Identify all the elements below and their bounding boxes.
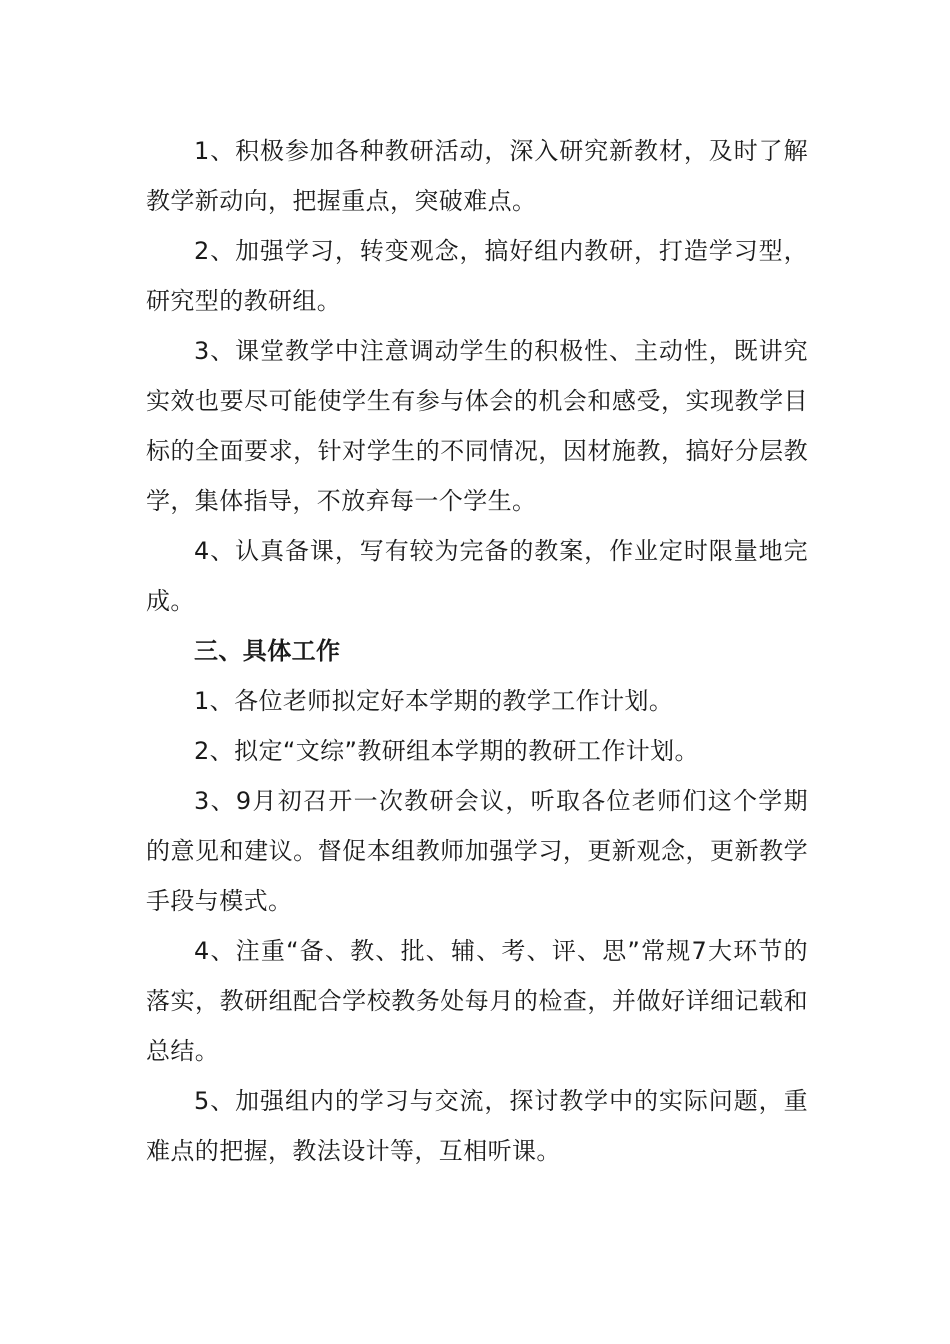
section-heading: 三、具体工作 (194, 637, 341, 665)
paragraph-1: 1、积极参加各种教研活动，深入研究新教材，及时了解教学新动向，把握重点，突破难点。 (146, 137, 808, 215)
work-item-4: 4、注重“备、教、批、辅、考、评、思”常规7大环节的落实，教研组配合学校教务处每月的检查，并做好详细记载和总结。 (146, 937, 808, 1065)
paragraph-2: 2、加强学习，转变观念，搞好组内教研，打造学习型，研究型的教研组。 (146, 237, 808, 315)
work-item-5: 5、加强组内的学习与交流，探讨教学中的实际问题，重难点的把握，教法设计等，互相听课。 (146, 1087, 808, 1165)
work-item-1: 1、各位老师拟定好本学期的教学工作计划。 (194, 687, 674, 715)
work-item-3: 3、9月初召开一次教研会议，听取各位老师们这个学期的意见和建议。督促本组教师加强学习，更新观念，更新教学手段与模式。 (146, 787, 808, 915)
paragraph-4: 4、认真备课，写有较为完备的教案，作业定时限量地完成。 (146, 537, 808, 615)
paragraph-3: 3、课堂教学中注意调动学生的积极性、主动性，既讲究实效也要尽可能使学生有参与体会的机会和感受，实现教学目标的全面要求，针对学生的不同情况，因材施教，搞好分层教学，集体指导，不放弃每一个学生。 (146, 337, 808, 515)
document-body (146, 126, 808, 1176)
work-item-2: 2、拟定“文综”教研组本学期的教研工作计划。 (194, 737, 699, 765)
